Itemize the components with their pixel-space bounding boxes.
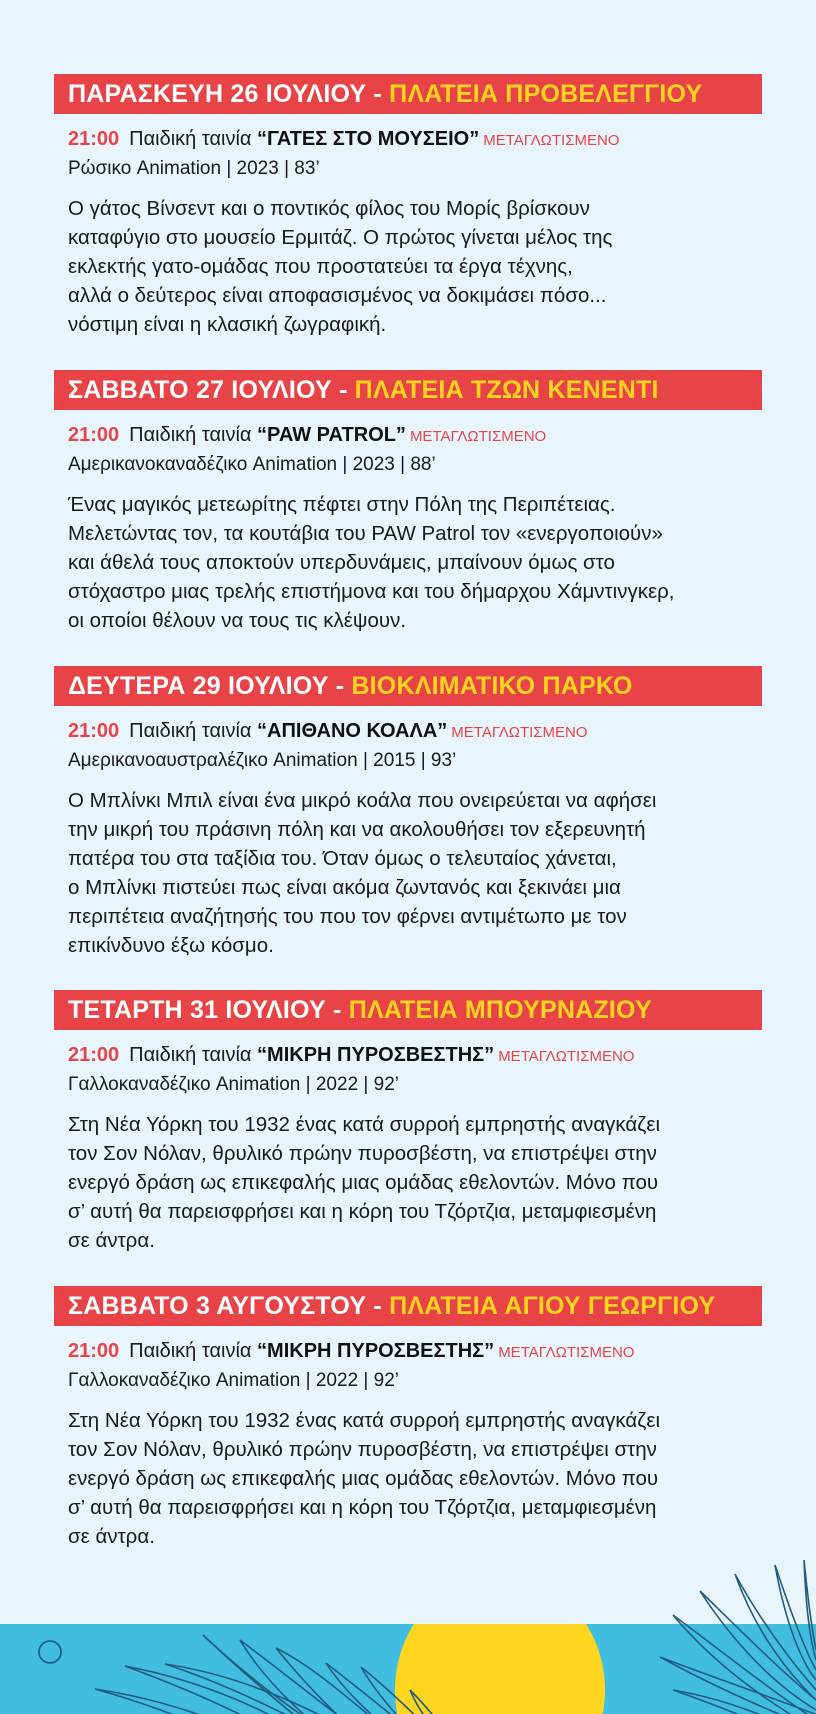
screening-section	[54, 990, 762, 1252]
film-description	[68, 786, 656, 960]
film-description	[68, 490, 674, 635]
description-line: καταφύγιο στο μουσείο Ερμιτάζ. Ο πρώτος γίνεται μέλος της	[68, 226, 613, 249]
description-line: νόστιμη είναι η κλασική ζωγραφική.	[68, 313, 387, 336]
venue-label: ΠΛΑΤΕΙΑ ΑΓΙΟΥ ΓΕΩΡΓΙΟΥ	[389, 1292, 716, 1320]
film-description	[68, 1110, 660, 1255]
day-header-bar	[54, 74, 762, 114]
day-label: ΔΕΥΤΕΡΑ 29 ΙΟΥΛΙΟΥ -	[68, 672, 352, 700]
screening-time: 21:00	[68, 424, 120, 446]
film-meta: Ρώσικο Animation | 2023 | 83’	[68, 158, 320, 179]
film-title: “PAW PATROL”	[257, 424, 406, 446]
description-line: Μελετώντας τον, τα κουτάβια του PAW Patrol τον «ενεργοποιούν»	[68, 522, 663, 545]
film-meta: Γαλλοκαναδέζικο Animation | 2022 | 92’	[68, 1370, 399, 1391]
description-line: οι οποίοι θέλουν να τους τις κλέψουν.	[68, 609, 407, 632]
description-line: και άθελά τους αποκτούν υπερδυνάμεις, μπαίνουν όμως στο	[68, 551, 615, 574]
description-line: αλλά ο δεύτερος είναι αποφασισμένος να δοκιμάσει πόσο...	[68, 284, 607, 307]
film-meta: Αμερικανοαυστραλέζικο Animation | 2015 | 93’	[68, 750, 457, 771]
screening-section	[54, 74, 762, 336]
film-description	[68, 194, 612, 339]
description-line: στόχαστρο μιας τρελής επιστήμονα και του δήμαρχου Χάμντινγκερ,	[68, 580, 675, 603]
film-description	[68, 1406, 660, 1551]
description-line: σε άντρα.	[68, 1525, 155, 1548]
film-title: “ΓΑΤΕΣ ΣΤΟ ΜΟΥΣΕΙΟ”	[257, 128, 480, 150]
description-line: σε άντρα.	[68, 1229, 155, 1252]
description-line: τον Σον Νόλαν, θρυλικό πρώην πυροσβέστη, να επιστρέψει στην	[68, 1438, 657, 1461]
day-label: ΤΕΤΑΡΤΗ 31 ΙΟΥΛΙΟΥ -	[68, 996, 349, 1024]
description-line: Στη Νέα Υόρκη του 1932 ένας κατά συρροή εμπρηστής αναγκάζει	[68, 1113, 661, 1136]
venue-label: ΠΛΑΤΕΙΑ ΜΠΟΥΡΝΑΖΙΟΥ	[348, 996, 652, 1024]
day-header-bar	[54, 1286, 762, 1326]
description-line: σ’ αυτή θα παρεισφρήσει και η κόρη του Τζόρτζια, μεταμφιεσμένη	[68, 1200, 657, 1223]
footer-banner	[0, 1624, 816, 1714]
screening-line	[68, 719, 588, 745]
description-line: τον Σον Νόλαν, θρυλικό πρώην πυροσβέστη, να επιστρέψει στην	[68, 1142, 657, 1165]
dubbed-label: ΜΕΤΑΓΛΩΤΙΣΜΕΝΟ	[409, 428, 547, 445]
description-line: Ο γάτος Βίνσεντ και ο ποντικός φίλος του Μορίς βρίσκουν	[68, 197, 590, 220]
film-meta: Γαλλοκαναδέζικο Animation | 2022 | 92’	[68, 1074, 399, 1095]
description-line: Ο Μπλίνκι Μπιλ είναι ένα μικρό κοάλα που ονειρεύεται να αφήσει	[68, 789, 657, 812]
screening-time: 21:00	[68, 1340, 120, 1362]
film-title: “ΑΠΙΘΑΝΟ ΚΟΑΛΑ”	[257, 720, 448, 742]
film-meta: Αμερικανοκαναδέζικο Animation | 2023 | 88’	[68, 454, 436, 475]
dubbed-label: ΜΕΤΑΓΛΩΤΙΣΜΕΝΟ	[498, 1344, 635, 1361]
dubbed-label: ΜΕΤΑΓΛΩΤΙΣΜΕΝΟ	[451, 724, 588, 741]
film-kind: Παιδική ταινία	[129, 1340, 258, 1362]
venue-label: ΠΛΑΤΕΙΑ ΤΖΩΝ ΚΕΝΕΝΤΙ	[354, 376, 659, 404]
description-line: ο Μπλίνκι πιστεύει πως είναι ακόμα ζωντανός και ξεκινάει μια	[68, 876, 621, 899]
description-line: εκλεκτής γατο-ομάδας που προστατεύει τα έργα τέχνης,	[68, 255, 573, 278]
screening-section	[54, 370, 762, 632]
description-line: την μικρή του πράσινη πόλη και να ακολουθήσει τον εξερευνητή	[68, 818, 646, 841]
screening-time: 21:00	[68, 128, 120, 150]
screening-line	[68, 423, 546, 449]
day-label: ΠΑΡΑΣΚΕΥΗ 26 ΙΟΥΛΙΟΥ -	[68, 80, 390, 108]
description-line: σ’ αυτή θα παρεισφρήσει και η κόρη του Τζόρτζια, μεταμφιεσμένη	[68, 1496, 657, 1519]
dubbed-label: ΜΕΤΑΓΛΩΤΙΣΜΕΝΟ	[483, 132, 620, 149]
day-header-bar	[54, 666, 762, 706]
description-line: ενεργό δράση ως επικεφαλής μιας ομάδας εθελοντών. Μόνο που	[68, 1171, 659, 1194]
dubbed-label: ΜΕΤΑΓΛΩΤΙΣΜΕΝΟ	[498, 1048, 635, 1065]
venue-label: ΒΙΟΚΛΙΜΑΤΙΚΟ ΠΑΡΚΟ	[351, 672, 633, 700]
description-line: περιπέτεια αναζήτησής του που τον φέρνει αντιμέτωπο με τον	[68, 905, 627, 928]
screening-section	[54, 666, 762, 957]
screening-section	[54, 1286, 762, 1548]
description-line: Ένας μαγικός μετεωρίτης πέφτει στην Πόλη της Περιπέτειας.	[68, 493, 616, 516]
film-title: “ΜΙΚΡΗ ΠΥΡΟΣΒΕΣΤΗΣ”	[257, 1340, 495, 1362]
description-line: ενεργό δράση ως επικεφαλής μιας ομάδας εθελοντών. Μόνο που	[68, 1467, 659, 1490]
screening-line	[68, 1043, 634, 1069]
description-line: επικίνδυνο έξω κόσμο.	[68, 934, 274, 957]
day-label: ΣΑΒΒΑΤΟ 3 ΑΥΓΟΥΣΤΟΥ -	[68, 1292, 390, 1320]
screening-time: 21:00	[68, 1044, 120, 1066]
description-line: Στη Νέα Υόρκη του 1932 ένας κατά συρροή εμπρηστής αναγκάζει	[68, 1409, 661, 1432]
description-line: πατέρα του στα ταξίδια του. Όταν όμως ο τελευταίος χάνεται,	[68, 847, 617, 870]
film-kind: Παιδική ταινία	[129, 1044, 258, 1066]
film-title: “ΜΙΚΡΗ ΠΥΡΟΣΒΕΣΤΗΣ”	[257, 1044, 495, 1066]
screening-line	[68, 127, 620, 153]
film-kind: Παιδική ταινία	[129, 424, 258, 446]
screening-line	[68, 1339, 634, 1365]
day-header-bar	[54, 990, 762, 1030]
day-label: ΣΑΒΒΑΤΟ 27 ΙΟΥΛΙΟΥ -	[68, 376, 355, 404]
day-header-bar	[54, 370, 762, 410]
film-kind: Παιδική ταινία	[129, 128, 258, 150]
film-kind: Παιδική ταινία	[129, 720, 258, 742]
venue-label: ΠΛΑΤΕΙΑ ΠΡΟΒΕΛΕΓΓΙΟΥ	[389, 80, 703, 108]
screening-time: 21:00	[68, 720, 120, 742]
